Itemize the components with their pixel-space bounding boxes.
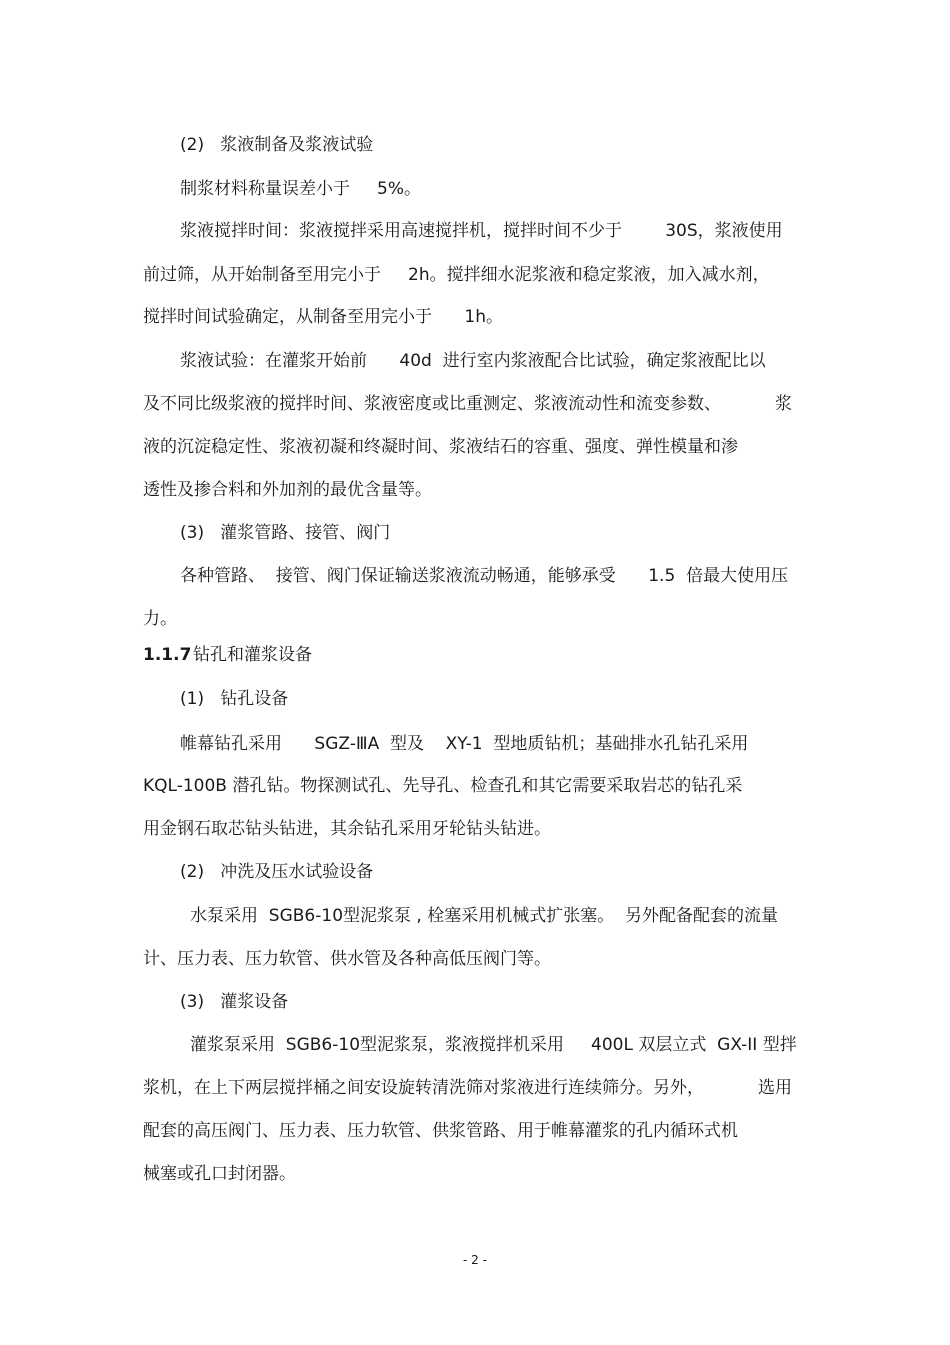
text-line: 用金钢石取芯钻头钻进，其余钻孔采用牙轮钻头钻进。: [143, 819, 551, 839]
text-line: 各种管路、 接管、阀门保证输送浆液流动畅通，能够承受 1.5 倍最大使用压: [180, 566, 789, 586]
text-line: 浆机，在上下两层搅拌桶之间安设旋转清洗筛对浆液进行连续筛分。另外， 选用: [143, 1078, 793, 1098]
text-line: (3) 灌浆设备: [180, 992, 289, 1012]
page-number: - 2 -: [463, 1253, 487, 1267]
text-line: 力。: [143, 609, 177, 629]
text-line: 及不同比级浆液的搅拌时间、浆液密度或比重测定、浆液流动性和流变参数、 浆: [143, 394, 793, 414]
text-line: (2) 浆液制备及浆液试验: [180, 135, 374, 155]
text-line: 械塞或孔口封闭器。: [143, 1164, 296, 1184]
text-line: (1) 钻孔设备: [180, 689, 289, 709]
text-line: 水泵采用 SGB6-10型泥浆泵 , 栓塞采用机械式扩张塞。 另外配备配套的流量: [190, 906, 779, 926]
text-line: (3) 灌浆管路、接管、阀门: [180, 523, 391, 543]
text-line: 制浆材料称量误差小于 5%。: [180, 179, 421, 199]
section-number: 1.1.7: [143, 645, 192, 665]
text-line: KQL-100B 潜孔钻。物探测试孔、先导孔、检查孔和其它需要采取岩芯的钻孔采: [143, 776, 743, 796]
text-line: 浆液搅拌时间：浆液搅拌采用高速搅拌机，搅拌时间不少于 30S，浆液使用: [180, 221, 783, 241]
text-line: (2) 冲洗及压水试验设备: [180, 862, 374, 882]
text-line: 搅拌时间试验确定，从制备至用完小于 1h。: [143, 307, 504, 327]
text-line: 灌浆泵采用 SGB6-10型泥浆泵，浆液搅拌机采用 400L 双层立式 GX-II 型拌: [190, 1035, 797, 1055]
text-line: 配套的高压阀门、压力表、压力软管、供浆管路、用于帷幕灌浆的孔内循环式机: [143, 1121, 738, 1141]
section-title: 钻孔和灌浆设备: [193, 645, 312, 665]
text-line: 液的沉淀稳定性、浆液初凝和终凝时间、浆液结石的容重、强度、弹性模量和渗: [143, 437, 738, 457]
text-line: 透性及掺合料和外加剂的最优含量等。: [143, 480, 432, 500]
text-line: 计、压力表、压力软管、供水管及各种高低压阀门等。: [143, 949, 551, 969]
text-line: 帷幕钻孔采用 SGZ-ⅢA 型及 XY-1 型地质钻机；基础排水孔钻孔采用: [180, 734, 749, 754]
text-line: 前过筛，从开始制备至用完小于 2h。搅拌细水泥浆液和稳定浆液，加入减水剂，: [143, 265, 770, 285]
text-line: 浆液试验：在灌浆开始前 40d 进行室内浆液配合比试验，确定浆液配比以: [180, 351, 766, 371]
